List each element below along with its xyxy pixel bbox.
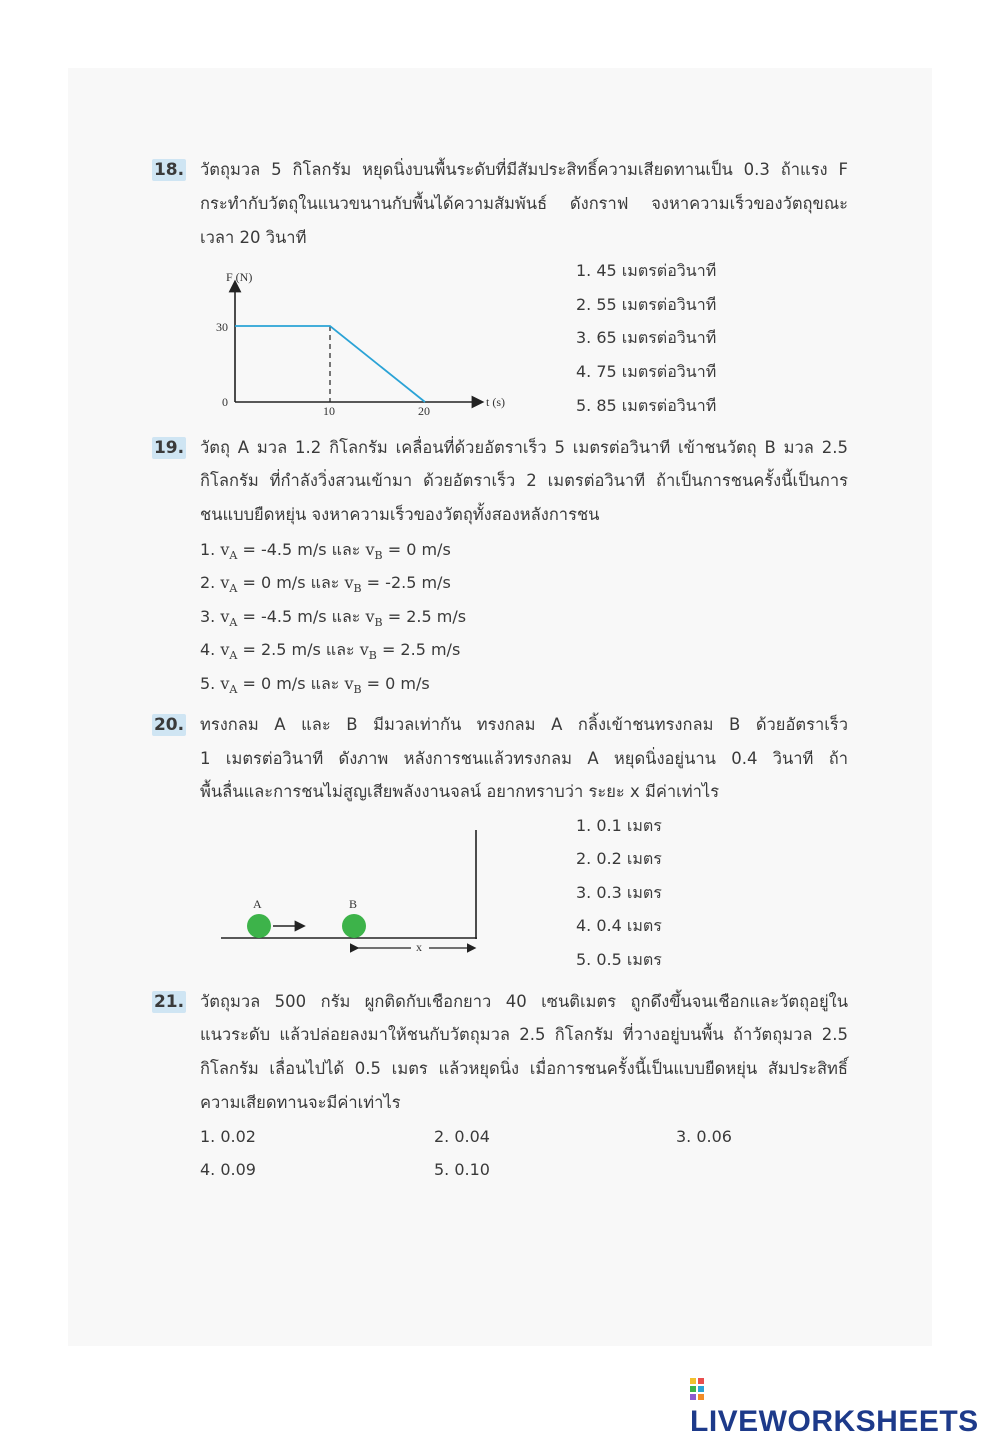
question-text-line: วัตถุ A มวล 1.2 กิโลกรัม เคลื่อนที่ด้วยอัตราเร็ว 5 เมตรต่อวินาที เข้าชนวัตถุ B มวล 2.5	[200, 438, 848, 457]
answer-option[interactable]	[200, 674, 430, 700]
subscript-b: B	[353, 582, 362, 595]
option-number: 4.	[200, 640, 216, 659]
answer-option[interactable]: 4. 0.4 เมตร	[576, 916, 662, 935]
answer-option[interactable]: 4. 75 เมตรต่อวินาที	[576, 362, 717, 381]
answer-option[interactable]: 5. 0.5 เมตร	[576, 950, 662, 969]
option-number: 1.	[200, 540, 216, 559]
velocity-symbol: v	[344, 573, 354, 592]
subscript-b: B	[374, 616, 383, 629]
answer-option[interactable]: 1. 45 เมตรต่อวินาที	[576, 261, 717, 280]
subscript-a: A	[229, 683, 238, 696]
conjunction: และ	[310, 573, 340, 592]
answer-option[interactable]: 2. 0.2 เมตร	[576, 849, 662, 868]
question-number: 19.	[153, 438, 185, 458]
question-text-line: ทรงกลม A และ B มีมวลเท่ากัน ทรงกลม A กลิ้งเข้าชนทรงกลม B ด้วยอัตราเร็ว	[200, 715, 848, 734]
question-text-line: พื้นลื่นและการชนไม่สูญเสียพลังงานจลน์ อยากทราบว่า ระยะ x มีค่าเท่าไร	[200, 782, 720, 801]
velocity-symbol: v	[365, 540, 375, 559]
question-text-line: 1 เมตรต่อวินาที ดังภาพ หลังการชนแล้วทรงกลม A หยุดนิ่งอยู่นาน 0.4 วินาที ถ้า	[200, 749, 848, 768]
conjunction: และ	[331, 540, 361, 559]
conjunction: และ	[310, 674, 340, 693]
force-time-graph	[200, 262, 530, 422]
question-text-line: ชนแบบยืดหยุ่น จงหาความเร็วของวัตถุทั้งสองหลังการชน	[200, 505, 600, 524]
velocity-symbol: v	[365, 607, 375, 626]
velocity-b-value: = 0 m/s	[366, 674, 430, 693]
answer-option[interactable]: 1. 0.1 เมตร	[576, 816, 662, 835]
question-text-line: ความเสียดทานจะมีค่าเท่าไร	[200, 1093, 401, 1112]
answer-option[interactable]	[200, 540, 451, 566]
question-number: 21.	[153, 992, 185, 1012]
velocity-symbol: v	[359, 640, 369, 659]
x-tick-label: 20	[418, 404, 430, 418]
answer-option[interactable]: 3. 0.3 เมตร	[576, 883, 662, 902]
velocity-symbol: v	[220, 607, 230, 626]
answer-option[interactable]: 3. 0.06	[676, 1127, 732, 1146]
velocity-a-value: = 0 m/s	[242, 573, 306, 592]
option-number: 2.	[200, 573, 216, 592]
subscript-a: A	[229, 582, 238, 595]
subscript-a: A	[229, 549, 238, 562]
sphere-a	[247, 914, 271, 938]
question-text-line: แนวระดับ แล้วปล่อยลงมาให้ชนกับวัตถุมวล 2.5 กิโลกรัม ที่วางอยู่บนพื้น ถ้าวัตถุมวล 2.5	[200, 1025, 848, 1044]
answer-option[interactable]: 5. 0.10	[434, 1160, 490, 1179]
question-number: 18.	[153, 160, 185, 180]
answer-option[interactable]: 2. 0.04	[434, 1127, 490, 1146]
option-number: 3.	[200, 607, 216, 626]
x-axis-label: t (s)	[486, 395, 505, 409]
conjunction: และ	[331, 607, 361, 626]
collision-figure	[215, 820, 485, 960]
worksheet-page	[68, 68, 932, 1346]
question-text-line: เวลา 20 วินาที	[200, 228, 307, 247]
x-tick-label: 10	[323, 404, 335, 418]
brand-text: LIVEWORKSHEETS	[690, 1405, 979, 1438]
y-axis-label: F (N)	[226, 270, 253, 284]
velocity-a-value: = 2.5 m/s	[242, 640, 321, 659]
liveworksheets-logo	[690, 1374, 1000, 1438]
subscript-b: B	[368, 649, 377, 662]
velocity-b-value: = 2.5 m/s	[387, 607, 467, 626]
velocity-b-value: = -2.5 m/s	[366, 573, 451, 592]
subscript-b: B	[353, 683, 362, 696]
answer-option[interactable]: 1. 0.02	[200, 1127, 256, 1146]
subscript-a: A	[229, 616, 238, 629]
subscript-a: A	[229, 649, 238, 662]
conjunction: และ	[325, 640, 355, 659]
answer-option[interactable]	[200, 573, 451, 599]
label-x: x	[416, 940, 422, 954]
answer-option[interactable]: 3. 65 เมตรต่อวินาที	[576, 328, 717, 347]
subscript-b: B	[374, 549, 383, 562]
velocity-symbol: v	[220, 540, 230, 559]
velocity-b-value: = 0 m/s	[387, 540, 451, 559]
y-tick-label: 30	[216, 320, 228, 334]
logo-grid-icon	[690, 1376, 714, 1402]
question-text-line: วัตถุมวล 500 กรัม ผูกติดกับเชือกยาว 40 เซนติเมตร ถูกดึงขึ้นจนเชือกและวัตถุอยู่ใน	[200, 992, 848, 1011]
velocity-b-value: = 2.5 m/s	[381, 640, 461, 659]
question-text-line: วัตถุมวล 5 กิโลกรัม หยุดนิ่งบนพื้นระดับที่มีสัมประสิทธิ์ความเสียดทานเป็น 0.3 ถ้าแรง F	[200, 160, 848, 179]
question-text-line: กิโลกรัม เลื่อนไปได้ 0.5 เมตร แล้วหยุดนิ่ง เมื่อการชนครั้งนี้เป็นแบบยืดหยุ่น สัมประสิทธิ์	[200, 1059, 848, 1078]
answer-option[interactable]: 4. 0.09	[200, 1160, 256, 1179]
question-text-line: กระทำกับวัตถุในแนวขนานกับพื้นได้ความสัมพันธ์ ดังกราฟ จงหาความเร็วของวัตถุขณะ	[200, 194, 848, 213]
velocity-a-value: = 0 m/s	[242, 674, 306, 693]
label-a: A	[253, 897, 262, 911]
y-tick-label: 0	[222, 395, 228, 409]
option-number: 5.	[200, 674, 216, 693]
label-b: B	[349, 897, 358, 911]
velocity-symbol: v	[220, 573, 230, 592]
velocity-a-value: = -4.5 m/s	[242, 607, 327, 626]
answer-option[interactable]: 5. 85 เมตรต่อวินาที	[576, 396, 717, 415]
question-number: 20.	[153, 715, 185, 735]
answer-option[interactable]	[200, 640, 460, 666]
velocity-symbol: v	[344, 674, 354, 693]
answer-option[interactable]	[200, 607, 466, 633]
answer-option[interactable]: 2. 55 เมตรต่อวินาที	[576, 295, 717, 314]
sphere-b	[342, 914, 366, 938]
velocity-symbol: v	[220, 674, 230, 693]
velocity-a-value: = -4.5 m/s	[242, 540, 327, 559]
velocity-symbol: v	[220, 640, 230, 659]
question-text-line: กิโลกรัม ที่กำลังวิ่งสวนเข้ามา ด้วยอัตราเร็ว 2 เมตรต่อวินาที ถ้าเป็นการชนครั้งนี้เป็นการ	[200, 471, 848, 490]
